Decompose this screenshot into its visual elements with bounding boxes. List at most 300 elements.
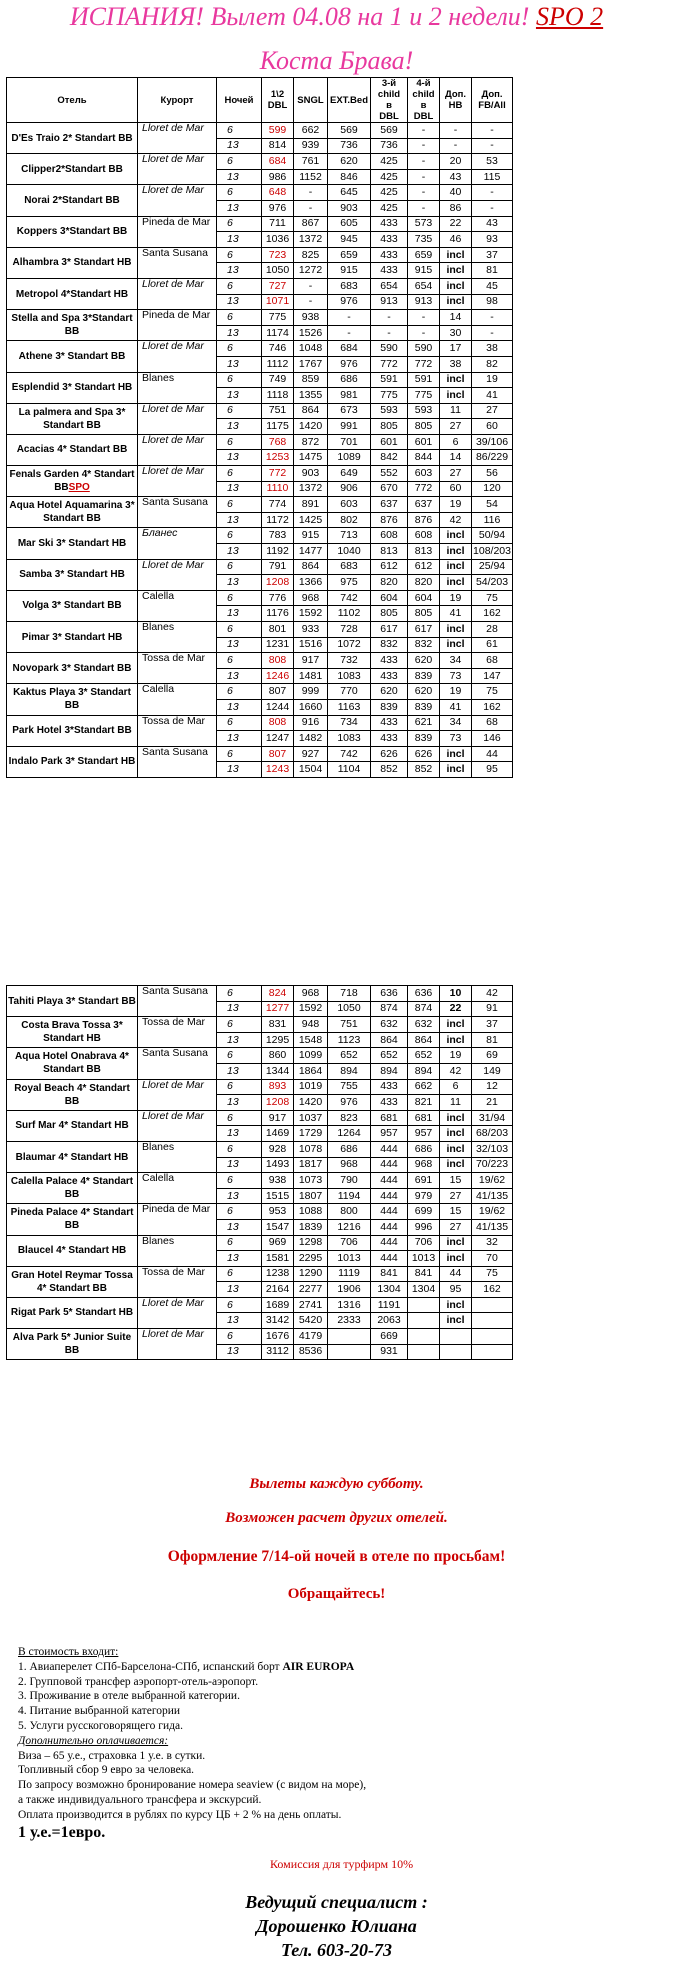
resort-name: Santa Susana bbox=[138, 746, 217, 777]
extra-item: Топливный сбор 9 евро за человека. bbox=[18, 1764, 195, 1777]
price-cell: 27 bbox=[440, 1188, 472, 1204]
price-cell: 979 bbox=[408, 1188, 440, 1204]
price-cell: 776 bbox=[262, 590, 294, 606]
price-cell: 68 bbox=[472, 653, 513, 669]
price-cell: 54 bbox=[472, 497, 513, 513]
price-cell: 12 bbox=[472, 1079, 513, 1095]
price-cell: 6 bbox=[440, 434, 472, 450]
resort-name: Бланес bbox=[138, 528, 217, 559]
price-cell: 19 bbox=[440, 684, 472, 700]
price-cell: 162 bbox=[472, 699, 513, 715]
price-cell: 1253 bbox=[262, 450, 294, 466]
price-cell: 637 bbox=[371, 497, 408, 513]
price-cell: 30 bbox=[440, 325, 472, 341]
price-cell: 652 bbox=[371, 1048, 408, 1064]
price-cell: - bbox=[294, 278, 328, 294]
title-spo: SPO 2 bbox=[535, 2, 604, 31]
nights-cell: 6 bbox=[217, 372, 262, 388]
price-cell: 591 bbox=[371, 372, 408, 388]
price-cell bbox=[408, 1297, 440, 1313]
resort-name: Santa Susana bbox=[138, 1048, 217, 1079]
price-cell: 928 bbox=[262, 1141, 294, 1157]
price-cell: incl bbox=[440, 372, 472, 388]
extra-title: Дополнительно оплачивается: bbox=[18, 1734, 169, 1747]
price-cell: 1089 bbox=[328, 450, 371, 466]
price-cell: 957 bbox=[408, 1126, 440, 1142]
price-cell: 841 bbox=[371, 1266, 408, 1282]
price-cell: 3142 bbox=[262, 1313, 294, 1329]
price-cell bbox=[472, 1313, 513, 1329]
price-cell: 573 bbox=[408, 216, 440, 232]
nights-cell: 6 bbox=[217, 1297, 262, 1313]
hotel-name: Novopark 3* Standart BB bbox=[7, 653, 138, 684]
nights-cell: 6 bbox=[217, 466, 262, 482]
price-cell: 681 bbox=[408, 1110, 440, 1126]
nights-cell: 13 bbox=[217, 138, 262, 154]
price-cell: 953 bbox=[262, 1204, 294, 1220]
price-cell: 645 bbox=[328, 185, 371, 201]
price-cell: 115 bbox=[472, 169, 513, 185]
resort-name: Lloret de Mar bbox=[138, 1297, 217, 1328]
price-cell: 444 bbox=[371, 1173, 408, 1189]
hotel-name: Aqua Hotel Onabrava 4* Standart BB bbox=[7, 1048, 138, 1079]
price-cell: 874 bbox=[371, 1001, 408, 1017]
price-cell: incl bbox=[440, 1110, 472, 1126]
price-cell: 723 bbox=[262, 247, 294, 263]
price-cell: 839 bbox=[371, 699, 408, 715]
table-row bbox=[7, 684, 513, 700]
price-cell: 976 bbox=[262, 200, 294, 216]
price-cell: 60 bbox=[472, 419, 513, 435]
price-cell: incl bbox=[440, 1017, 472, 1033]
resort-name: Calella bbox=[138, 590, 217, 621]
nights-cell: 13 bbox=[217, 1157, 262, 1173]
price-cell: 162 bbox=[472, 606, 513, 622]
resort-name: Lloret de Mar bbox=[138, 434, 217, 465]
table-row bbox=[7, 528, 513, 544]
price-cell: 433 bbox=[371, 1079, 408, 1095]
price-cell: 617 bbox=[371, 622, 408, 638]
price-cell: 1050 bbox=[328, 1001, 371, 1017]
price-cell: 6 bbox=[440, 1079, 472, 1095]
price-cell bbox=[440, 1344, 472, 1360]
price-cell: 699 bbox=[408, 1204, 440, 1220]
price-cell: 735 bbox=[408, 232, 440, 248]
hotel-name: Volga 3* Standart BB bbox=[7, 590, 138, 621]
signature-role: Ведущий специалист : bbox=[245, 1892, 428, 1912]
price-cell: 791 bbox=[262, 559, 294, 575]
price-cell: 2295 bbox=[294, 1251, 328, 1267]
extra-item: Оплата производится в рублях по курсу ЦБ + 2 % на день оплаты. bbox=[18, 1808, 342, 1821]
price-cell: 1192 bbox=[262, 544, 294, 560]
price-cell: 1469 bbox=[262, 1126, 294, 1142]
price-cell: 876 bbox=[408, 512, 440, 528]
price-cell: 605 bbox=[328, 216, 371, 232]
hotel-name: Kaktus Playa 3* Standart BB bbox=[7, 684, 138, 715]
price-cell: 1102 bbox=[328, 606, 371, 622]
price-cell: 839 bbox=[408, 699, 440, 715]
price-cell: 444 bbox=[371, 1204, 408, 1220]
price-cell: 19 bbox=[440, 1048, 472, 1064]
price-cell: 444 bbox=[371, 1157, 408, 1173]
nights-cell: 13 bbox=[217, 637, 262, 653]
price-cell: 425 bbox=[371, 185, 408, 201]
nights-cell: 6 bbox=[217, 1266, 262, 1282]
price-cell: 839 bbox=[408, 668, 440, 684]
nights-cell: 6 bbox=[217, 403, 262, 419]
nights-cell: 13 bbox=[217, 1251, 262, 1267]
nights-cell: 6 bbox=[217, 434, 262, 450]
price-cell: incl bbox=[440, 263, 472, 279]
price-cell: 673 bbox=[328, 403, 371, 419]
signature-name: Дорошенко Юлиана bbox=[256, 1916, 417, 1936]
nights-cell: 13 bbox=[217, 1282, 262, 1298]
nights-cell: 6 bbox=[217, 528, 262, 544]
price-cell: 1767 bbox=[294, 356, 328, 372]
price-cell: 802 bbox=[328, 512, 371, 528]
price-cell: - bbox=[328, 310, 371, 326]
price-cell: 761 bbox=[294, 154, 328, 170]
nights-cell: 6 bbox=[217, 1048, 262, 1064]
price-cell: incl bbox=[440, 1313, 472, 1329]
table-row bbox=[7, 1048, 513, 1064]
resort-name: Tossa de Mar bbox=[138, 653, 217, 684]
price-cell: 736 bbox=[328, 138, 371, 154]
price-cell: 860 bbox=[262, 1048, 294, 1064]
price-cell: 433 bbox=[371, 263, 408, 279]
price-cell: incl bbox=[440, 559, 472, 575]
nights-cell: 13 bbox=[217, 294, 262, 310]
price-cell: - bbox=[408, 154, 440, 170]
price-cell: 1172 bbox=[262, 512, 294, 528]
price-cell: - bbox=[472, 200, 513, 216]
col-fb: Доп. FB/All bbox=[472, 78, 513, 123]
price-cell: 938 bbox=[262, 1173, 294, 1189]
price-cell: 39/106 bbox=[472, 434, 513, 450]
hotel-name: Alhambra 3* Standart HB bbox=[7, 247, 138, 278]
price-cell: 915 bbox=[408, 263, 440, 279]
price-cell: 746 bbox=[262, 341, 294, 357]
table-header-row bbox=[7, 78, 513, 123]
price-cell: 1689 bbox=[262, 1297, 294, 1313]
nights-cell: 13 bbox=[217, 232, 262, 248]
price-cell: 14 bbox=[440, 310, 472, 326]
price-cell: 1112 bbox=[262, 356, 294, 372]
price-cell: 999 bbox=[294, 684, 328, 700]
price-cell: 1592 bbox=[294, 606, 328, 622]
price-cell: 617 bbox=[408, 622, 440, 638]
hotel-name: Indalo Park 3* Standart HB bbox=[7, 746, 138, 777]
note-contact: Обращайтесь! bbox=[287, 1586, 386, 1602]
hotel-name: Costa Brava Tossa 3* Standart HB bbox=[7, 1017, 138, 1048]
price-cell: 11 bbox=[440, 403, 472, 419]
table-row bbox=[7, 1173, 513, 1189]
resort-name: Tossa de Mar bbox=[138, 1266, 217, 1297]
price-cell: incl bbox=[440, 637, 472, 653]
nights-cell: 13 bbox=[217, 263, 262, 279]
price-cell: 772 bbox=[408, 356, 440, 372]
price-cell: 1729 bbox=[294, 1126, 328, 1142]
price-cell: 1304 bbox=[408, 1282, 440, 1298]
nights-cell: 6 bbox=[217, 684, 262, 700]
price-cell: 27 bbox=[440, 466, 472, 482]
price-cell: 32/103 bbox=[472, 1141, 513, 1157]
price-cell: 807 bbox=[262, 746, 294, 762]
table-row bbox=[7, 1204, 513, 1220]
price-cell: 1174 bbox=[262, 325, 294, 341]
price-cell: 775 bbox=[408, 388, 440, 404]
price-cell: 807 bbox=[262, 684, 294, 700]
price-cell: 1208 bbox=[262, 1095, 294, 1111]
price-cell: 1277 bbox=[262, 1001, 294, 1017]
price-cell: 81 bbox=[472, 1032, 513, 1048]
price-cell: 872 bbox=[294, 434, 328, 450]
price-cell: 1516 bbox=[294, 637, 328, 653]
price-cell: 706 bbox=[328, 1235, 371, 1251]
resort-name: Lloret de Mar bbox=[138, 123, 217, 154]
price-cell: incl bbox=[440, 1126, 472, 1142]
price-cell: 27 bbox=[440, 419, 472, 435]
price-cell: 620 bbox=[408, 653, 440, 669]
page-title bbox=[0, 2, 673, 32]
price-cell: incl bbox=[440, 278, 472, 294]
price-cell: 1123 bbox=[328, 1032, 371, 1048]
price-cell: 1817 bbox=[294, 1157, 328, 1173]
price-cell: 824 bbox=[262, 986, 294, 1002]
spo-badge: SPO bbox=[68, 482, 90, 494]
hotel-name: Pimar 3* Standart HB bbox=[7, 622, 138, 653]
note-other-hotels: Возможен расчет других отелей. bbox=[225, 1510, 448, 1526]
price-cell: 1048 bbox=[294, 341, 328, 357]
nights-cell: 13 bbox=[217, 575, 262, 591]
included-item: 1. Авиаперелет СПб-Барселона-СПб, испанский борт AIR EUROPA bbox=[18, 1660, 355, 1673]
price-cell: 41/135 bbox=[472, 1188, 513, 1204]
nights-cell: 6 bbox=[217, 653, 262, 669]
nights-cell: 6 bbox=[217, 1204, 262, 1220]
price-cell: - bbox=[294, 185, 328, 201]
price-cell: 1118 bbox=[262, 388, 294, 404]
price-cell: 41 bbox=[440, 606, 472, 622]
price-cell: 1099 bbox=[294, 1048, 328, 1064]
price-cell: 969 bbox=[262, 1235, 294, 1251]
extra-item: По запросу возможно бронирование номера seaview (с видом на море), bbox=[18, 1779, 367, 1792]
price-cell: 820 bbox=[371, 575, 408, 591]
resort-name: Santa Susana bbox=[138, 247, 217, 278]
resort-name: Lloret de Mar bbox=[138, 1110, 217, 1141]
price-cell: 683 bbox=[328, 559, 371, 575]
price-cell: 1231 bbox=[262, 637, 294, 653]
price-cell: 1290 bbox=[294, 1266, 328, 1282]
price-cell: 1244 bbox=[262, 699, 294, 715]
price-cell bbox=[328, 1344, 371, 1360]
price-cell: 1078 bbox=[294, 1141, 328, 1157]
resort-name: Calella bbox=[138, 1173, 217, 1204]
price-cell: 1083 bbox=[328, 731, 371, 747]
hotel-name: Surf Mar 4* Standart HB bbox=[7, 1110, 138, 1141]
price-cell: 711 bbox=[262, 216, 294, 232]
price-cell: 1088 bbox=[294, 1204, 328, 1220]
price-cell: 11 bbox=[440, 1095, 472, 1111]
price-cell: 1344 bbox=[262, 1063, 294, 1079]
resort-name: Lloret de Mar bbox=[138, 466, 217, 497]
price-cell: 805 bbox=[408, 606, 440, 622]
price-cell: 444 bbox=[371, 1235, 408, 1251]
price-cell: 1163 bbox=[328, 699, 371, 715]
price-cell: 1216 bbox=[328, 1219, 371, 1235]
price-cell: 1272 bbox=[294, 263, 328, 279]
price-cell: 43 bbox=[472, 216, 513, 232]
price-cell: 147 bbox=[472, 668, 513, 684]
price-cell: 968 bbox=[294, 986, 328, 1002]
price-cell: 42 bbox=[472, 986, 513, 1002]
price-cell: incl bbox=[440, 544, 472, 560]
price-cell: 1581 bbox=[262, 1251, 294, 1267]
price-cell: 894 bbox=[328, 1063, 371, 1079]
price-cell: 825 bbox=[294, 247, 328, 263]
price-cell: 19 bbox=[440, 590, 472, 606]
price-cell: 790 bbox=[328, 1173, 371, 1189]
col-dbl: 1\2 DBL bbox=[262, 78, 294, 123]
price-cell: 27 bbox=[472, 403, 513, 419]
nights-cell: 13 bbox=[217, 1001, 262, 1017]
price-cell: 917 bbox=[294, 653, 328, 669]
price-cell: 28 bbox=[472, 622, 513, 638]
price-cell: 444 bbox=[371, 1251, 408, 1267]
price-cell: 775 bbox=[371, 388, 408, 404]
price-cell: 25/94 bbox=[472, 559, 513, 575]
nights-cell: 13 bbox=[217, 699, 262, 715]
price-cell: 1425 bbox=[294, 512, 328, 528]
price-cell: 2277 bbox=[294, 1282, 328, 1298]
nights-cell: 6 bbox=[217, 1173, 262, 1189]
col-hotel: Отель bbox=[7, 78, 138, 123]
table-row bbox=[7, 1297, 513, 1313]
nights-cell: 13 bbox=[217, 544, 262, 560]
resort-name: Blanes bbox=[138, 622, 217, 653]
table-row bbox=[7, 986, 513, 1002]
price-cell: 800 bbox=[328, 1204, 371, 1220]
price-cell: 751 bbox=[328, 1017, 371, 1033]
price-cell: 612 bbox=[408, 559, 440, 575]
price-cell: 772 bbox=[262, 466, 294, 482]
price-cell: 976 bbox=[328, 294, 371, 310]
price-cell: 425 bbox=[371, 200, 408, 216]
price-cell: 15 bbox=[440, 1204, 472, 1220]
resort-name: Lloret de Mar bbox=[138, 341, 217, 372]
price-cell: 81 bbox=[472, 263, 513, 279]
price-cell: 913 bbox=[371, 294, 408, 310]
price-cell: - bbox=[408, 123, 440, 139]
nights-cell: 6 bbox=[217, 341, 262, 357]
price-cell: 1037 bbox=[294, 1110, 328, 1126]
nights-cell: 6 bbox=[217, 590, 262, 606]
table-row bbox=[7, 247, 513, 263]
price-cell: incl bbox=[440, 388, 472, 404]
resort-name: Tossa de Mar bbox=[138, 715, 217, 746]
price-cell: 590 bbox=[408, 341, 440, 357]
price-cell: 732 bbox=[328, 653, 371, 669]
price-cell: incl bbox=[440, 762, 472, 778]
price-cell: incl bbox=[440, 575, 472, 591]
price-cell: 814 bbox=[262, 138, 294, 154]
price-cell: 649 bbox=[328, 466, 371, 482]
price-cell: 1526 bbox=[294, 325, 328, 341]
hotel-name: D'Es Traio 2* Standart BB bbox=[7, 123, 138, 154]
price-cell: 603 bbox=[328, 497, 371, 513]
price-cell bbox=[408, 1344, 440, 1360]
price-cell: 648 bbox=[262, 185, 294, 201]
price-cell: 2333 bbox=[328, 1313, 371, 1329]
table-row bbox=[7, 403, 513, 419]
price-cell: 70 bbox=[472, 1251, 513, 1267]
price-cell: 14 bbox=[440, 450, 472, 466]
price-cell: 823 bbox=[328, 1110, 371, 1126]
price-cell: 1238 bbox=[262, 1266, 294, 1282]
price-cell: - bbox=[472, 325, 513, 341]
price-cell: 95 bbox=[440, 1282, 472, 1298]
price-cell: 149 bbox=[472, 1063, 513, 1079]
price-cell: 706 bbox=[408, 1235, 440, 1251]
price-cell: incl bbox=[440, 1032, 472, 1048]
price-cell bbox=[440, 1329, 472, 1345]
price-cell: 82 bbox=[472, 356, 513, 372]
price-cell: 821 bbox=[408, 1095, 440, 1111]
commission: Комиссия для турфирм 10% bbox=[270, 1857, 414, 1871]
nights-cell: 6 bbox=[217, 185, 262, 201]
table-row bbox=[7, 715, 513, 731]
price-cell: 1839 bbox=[294, 1219, 328, 1235]
price-cell: 654 bbox=[408, 278, 440, 294]
price-cell: 913 bbox=[408, 294, 440, 310]
price-cell: 60 bbox=[440, 481, 472, 497]
price-cell: 86 bbox=[440, 200, 472, 216]
price-cell: 68/203 bbox=[472, 1126, 513, 1142]
hotel-name: Koppers 3*Standart BB bbox=[7, 216, 138, 247]
price-cell: 70/223 bbox=[472, 1157, 513, 1173]
price-cell: 1073 bbox=[294, 1173, 328, 1189]
price-cell: 43 bbox=[440, 169, 472, 185]
hotel-name: Blaumar 4* Standart HB bbox=[7, 1141, 138, 1172]
price-cell: 44 bbox=[440, 1266, 472, 1282]
price-cell: incl bbox=[440, 746, 472, 762]
price-cell: 603 bbox=[408, 466, 440, 482]
price-cell: 37 bbox=[472, 247, 513, 263]
nights-cell: 13 bbox=[217, 1032, 262, 1048]
price-cell: 1019 bbox=[294, 1079, 328, 1095]
price-cell: 976 bbox=[328, 356, 371, 372]
price-cell: 1264 bbox=[328, 1126, 371, 1142]
price-cell: 772 bbox=[408, 481, 440, 497]
price-cell: 652 bbox=[328, 1048, 371, 1064]
hotel-name: Norai 2*Standart BB bbox=[7, 185, 138, 216]
signature-phone: Тел. 603-20-73 bbox=[280, 1940, 393, 1960]
table-row bbox=[7, 1329, 513, 1345]
price-cell bbox=[472, 1297, 513, 1313]
table-row bbox=[7, 123, 513, 139]
title-main: ИСПАНИЯ! Вылет 04.08 на 1 и 2 недели! bbox=[69, 2, 536, 31]
price-cell: 620 bbox=[328, 154, 371, 170]
price-cell: 749 bbox=[262, 372, 294, 388]
price-cell: 569 bbox=[371, 123, 408, 139]
price-cell: 608 bbox=[408, 528, 440, 544]
price-cell: 32 bbox=[472, 1235, 513, 1251]
resort-name: Pineda de Mar bbox=[138, 216, 217, 247]
price-cell: 1592 bbox=[294, 1001, 328, 1017]
nights-cell: 6 bbox=[217, 986, 262, 1002]
price-cell bbox=[472, 1344, 513, 1360]
nights-cell: 13 bbox=[217, 169, 262, 185]
price-cell: 841 bbox=[408, 1266, 440, 1282]
